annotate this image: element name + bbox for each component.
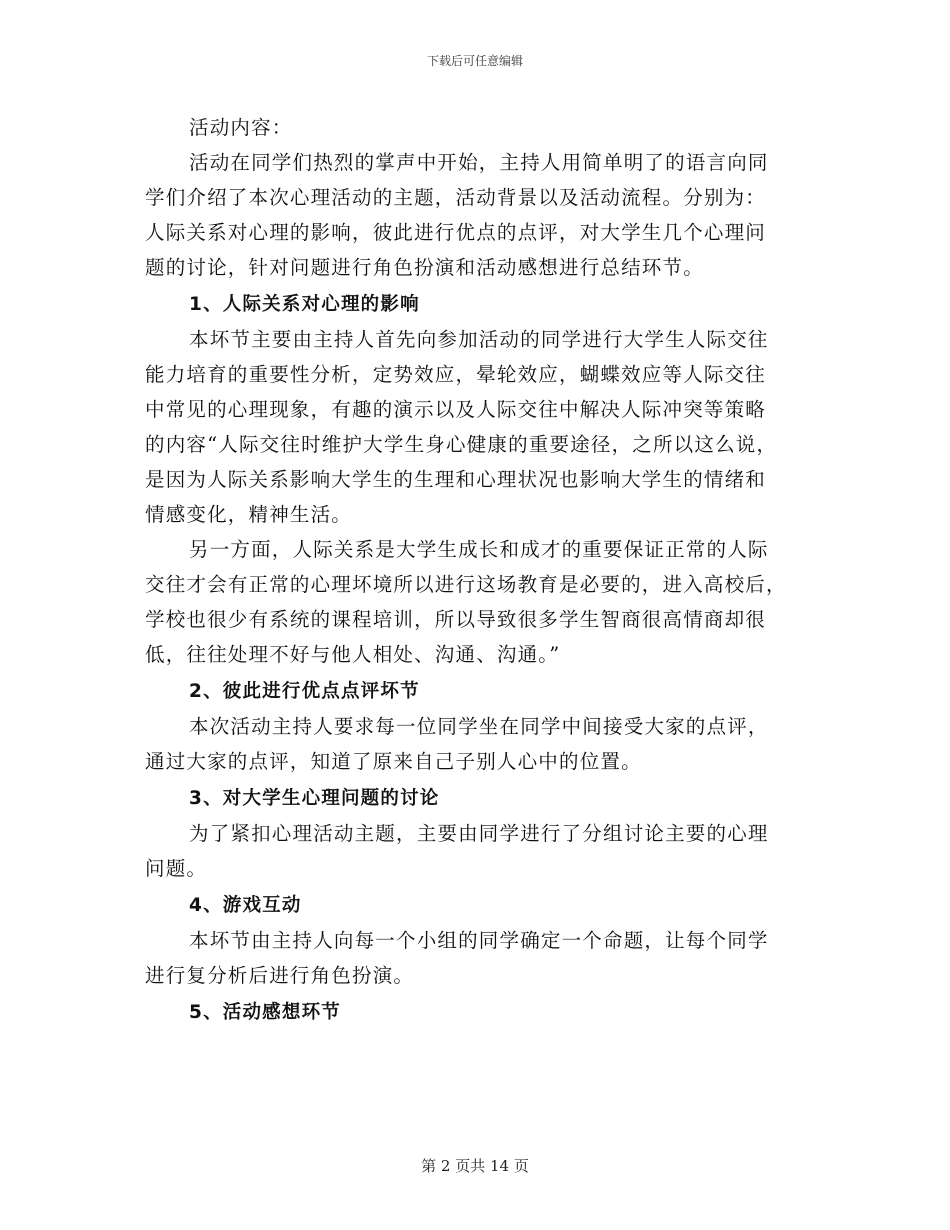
body-line: 中常见的心理现象，有趣的演示以及人际交往中解决人际冲突等策略 [145,398,767,421]
body-line: 低，往往处理不好与他人相处、沟通、沟通。” [145,643,561,666]
body-line: 是因为人际关系影响大学生的生理和心理状况也影响大学生的情绪和 [145,468,767,491]
page-footer: 第 2 页共 14 页 [421,1157,529,1175]
body-line: 另一方面，人际关系是大学生成长和成才的重要保证正常的人际 [189,538,769,561]
body-line: 活动内容： [189,116,293,139]
body-line: 为了紧扣心理活动主题，主要由同学进行了分组讨论主要的心理 [189,822,769,845]
body-line: 通过大家的点评，知道了原来自己子别人心中的位置。 [145,750,642,773]
section-heading: 2、彼此进行优点点评坏节 [189,681,420,702]
section-heading: 4、游戏互动 [189,895,302,916]
section-heading: 1、人际关系对心理的影响 [189,294,420,315]
body-line: 活动在同学们热烈的掌声中开始，主持人用简单明了的语言向同 [189,151,769,174]
body-line: 人际关系对心理的影响，彼此进行优点的点评，对大学生几个心理问 [145,221,767,244]
section-heading: 3、对大学生心理问题的讨论 [189,788,440,809]
body-line: 本次活动主持人要求每一位同学坐在同学中间接受大家的点评， [189,715,769,738]
document-body [145,110,805,1030]
body-line: 问题。 [145,857,208,880]
body-line: 能力培育的重要性分析，定势效应，晕轮效应，蝴蝶效应等人际交往 [145,363,767,386]
body-line: 交往才会有正常的心理坏境所以进行这场教育是必要的，进入高校后， [145,573,787,596]
body-line: 本坏节由主持人向每一个小组的同学确定一个命题，让每个同学 [189,929,769,952]
page-header: 下载后可任意编辑 [426,54,523,68]
body-line: 本坏节主要由主持人首先向参加活动的同学进行大学生人际交往 [189,328,769,351]
body-line: 学们介绍了本次心理活动的主题，活动背景以及活动流程。分别为： [145,186,767,209]
body-line: 学校也很少有系统的课程培训，所以导致很多学生智商很高情商却很 [145,608,767,631]
body-line: 题的讨论，针对问题进行角色扮演和活动感想进行总结环节。 [145,256,704,279]
body-line: 进行复分析后进行角色扮演。 [145,964,415,987]
body-line: 情感变化，精神生活。 [145,503,353,526]
section-heading: 5、活动感想环节 [189,1002,341,1023]
body-line: 的内容“人际交往时维护大学生身心健康的重要途径，之所以这么说， [145,433,778,456]
